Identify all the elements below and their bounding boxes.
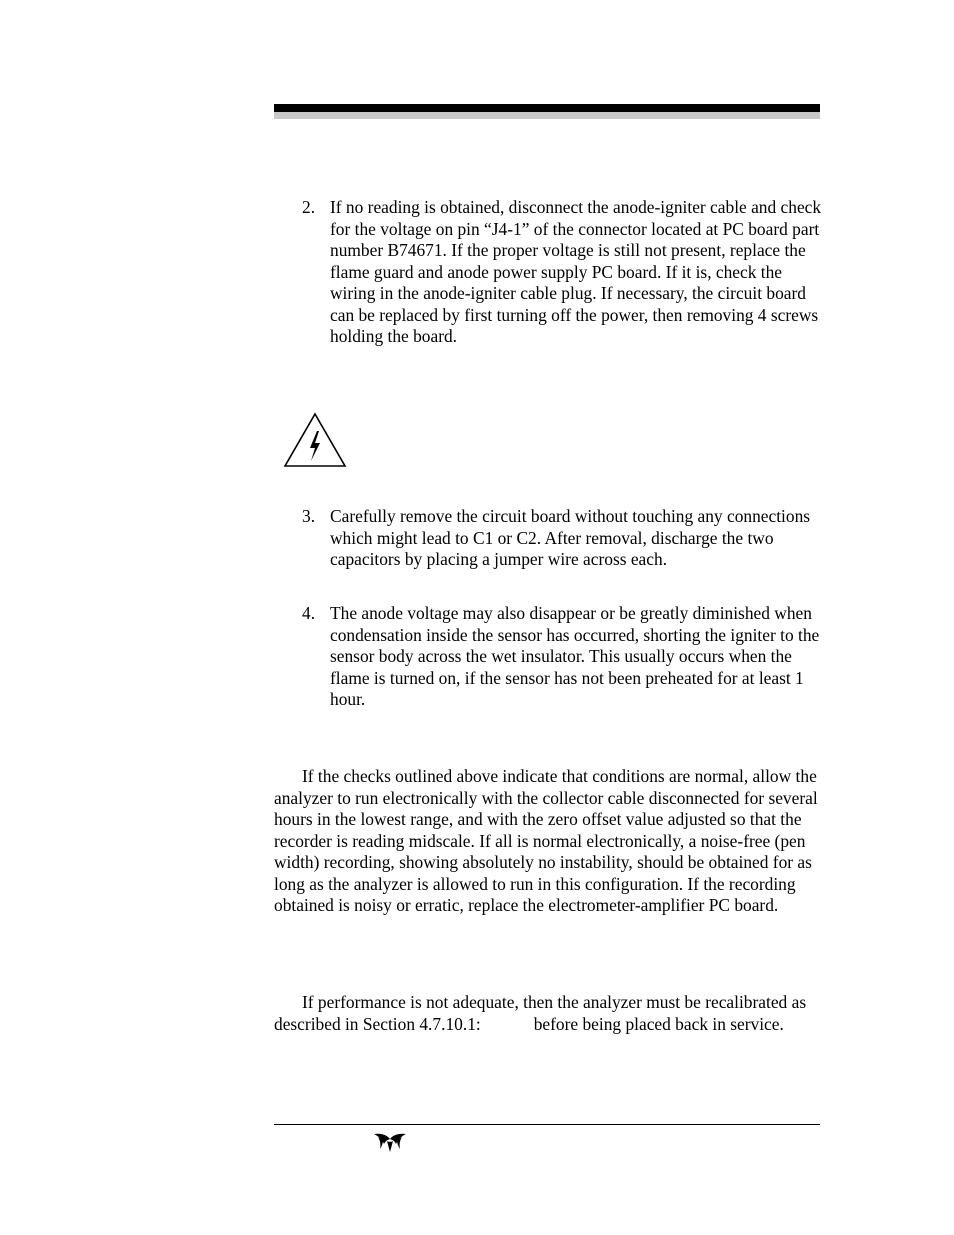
footer-rule: [274, 1124, 820, 1125]
step-number: 3.: [302, 506, 316, 526]
electrometer-paragraph: If the checks outlined above indicate that conditions are normal, allow the analyzer to run electronically with the collector cable disconnected for several hours in the lowest range, and with the zero offset value adjusted so that the recorder is reading midscale. If all is normal electronically, a noise-free (pen width) recording, showing absolutely no instability, should be obtained for as long as the analyzer is allowed to run in this configuration. If the recording obtained is noisy or erratic, replace the electrometer-amplifier PC board.: [274, 766, 818, 915]
header-bar-dark: [274, 104, 820, 112]
teledyne-logo-icon: [372, 1131, 408, 1153]
header-bar-shadow: [274, 112, 820, 119]
recalibrate-text-end: before being placed back in service.: [533, 1013, 784, 1034]
step-text: If no reading is obtained, disconnect the anode-igniter cable and check for the voltage on pin “J4-1” of the connector located at PC board part number B74671. If the proper voltage is still not present, replace the flame guard and anode power supply PC board. If it is, check the wiring in the anode-igniter cable plug. If necessary, the circuit board can be replaced by first turning off the power, then removing 4 screws holding the board.: [330, 197, 822, 346]
step-text: Carefully remove the circuit board without touching any connections which might lead to C1 or C2. After removal, discharge the two capacitors by placing a jumper wire across each.: [330, 506, 811, 569]
step-number: 4.: [302, 603, 316, 623]
recalibrate-paragraph: [274, 992, 822, 1035]
recalibrate-text-start: If performance is not adequate, then the analyzer must be recalibrated as described in Section 4.7.10.1:: [274, 992, 807, 1034]
electrical-shock-warning-icon: [283, 412, 347, 468]
step-text: The anode voltage may also disappear or be greatly diminished when condensation inside the sensor has occurred, shorting the igniter to the sensor body across the wet insulator. This usually occurs when the flame is turned on, if the sensor has not been preheated for at least 1 hour.: [330, 603, 820, 709]
step-number: 2.: [302, 197, 316, 217]
